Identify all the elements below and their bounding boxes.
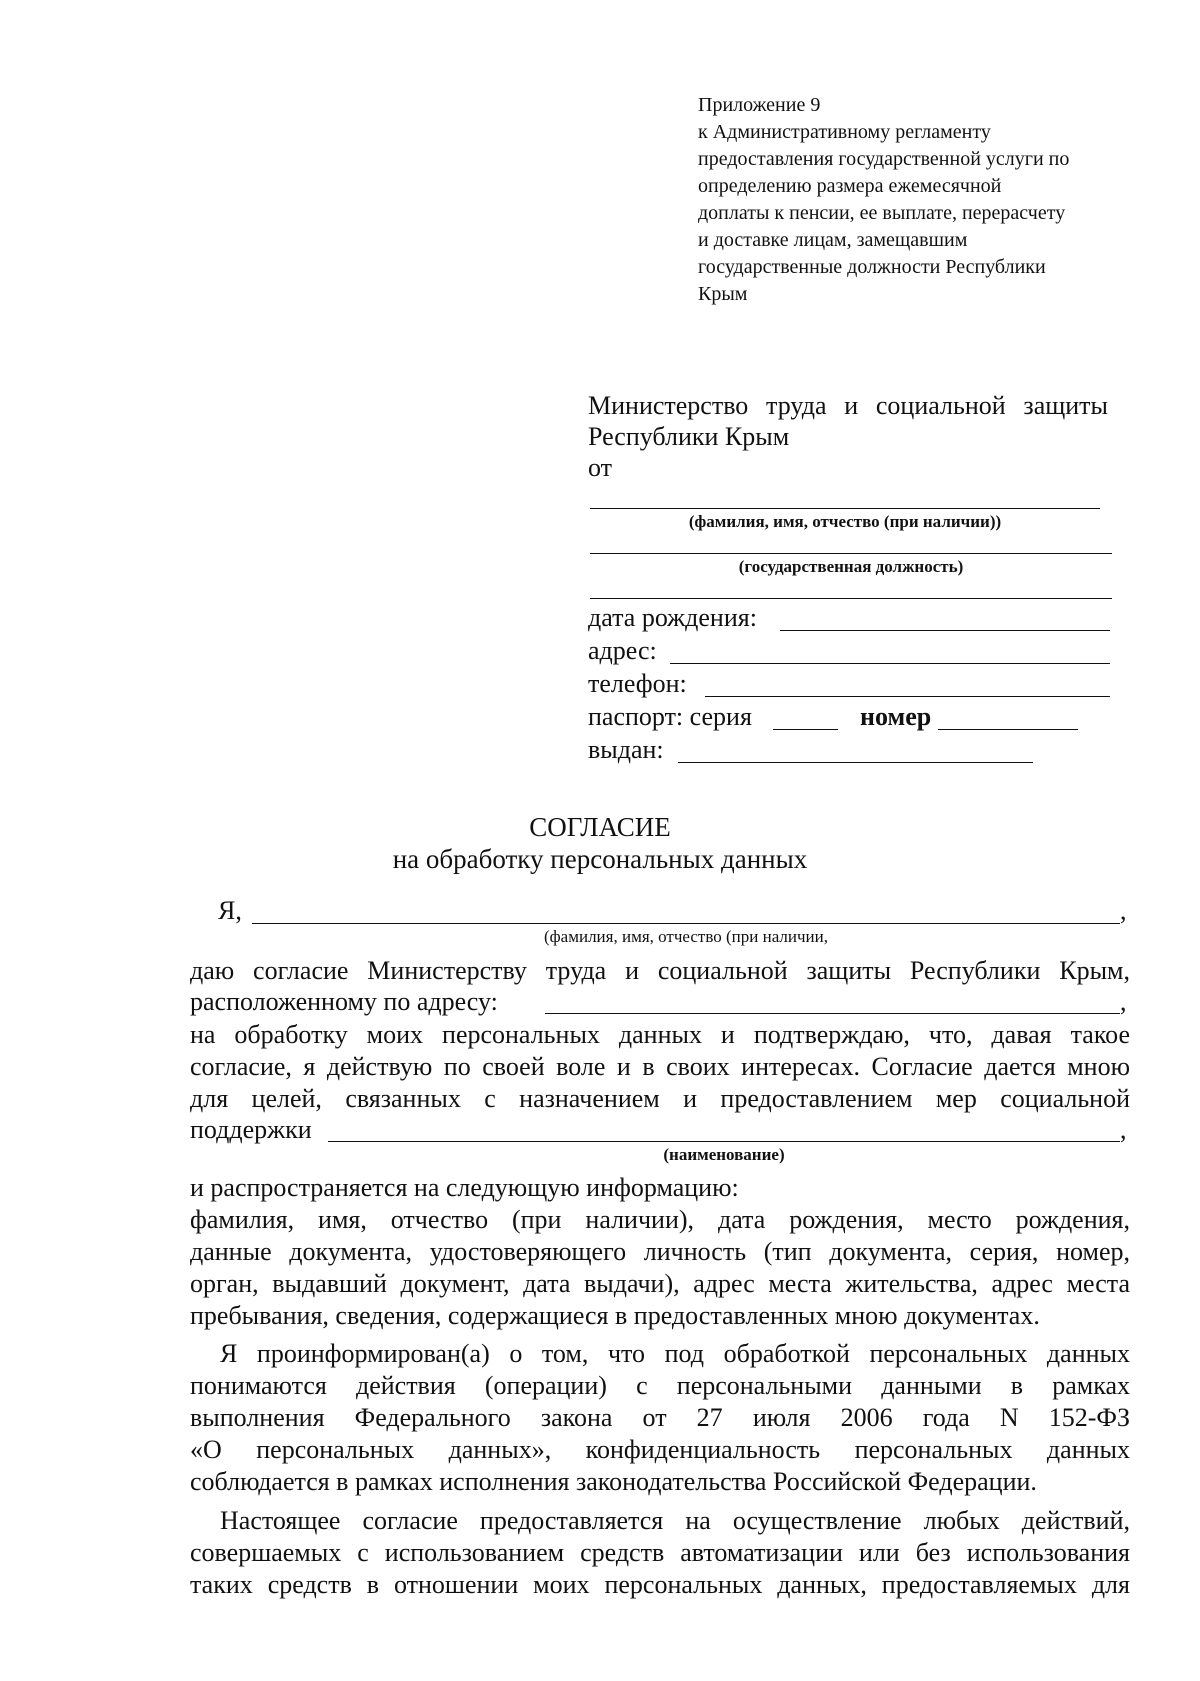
phone-line[interactable] [705, 696, 1110, 697]
declarant-fio-caption: (фамилия, имя, отчество (при наличии, [544, 927, 828, 946]
passport-number-line[interactable] [938, 729, 1078, 730]
support-name-caption: (наименование) [663, 1145, 785, 1164]
text-line: Настоящее согласие предоставляется на осуществление любых действий, [220, 1506, 1130, 1535]
document-title: СОГЛАСИЕ [529, 812, 671, 842]
text-line: «О персональных данных», конфиденциальность персональных данных [190, 1435, 1130, 1464]
annex-line: Крым [698, 283, 748, 305]
address-line[interactable] [670, 663, 1110, 664]
text-line: для целей, связанных с назначением и предоставлением мер социальной [190, 1084, 1130, 1113]
text-line: пребывания, сведения, содержащиеся в предоставленных мною документах. [190, 1301, 1040, 1330]
support-name-line[interactable] [328, 1141, 1120, 1142]
addressee-from: от [588, 453, 613, 482]
text-line: выполнения Федерального закона от 27 июля 2006 года N 152-ФЗ [190, 1403, 1130, 1432]
paragraph-3 [190, 1338, 1130, 1498]
annex-line: определению размера ежемесячной [698, 175, 1002, 197]
passport-number-label: номер [860, 702, 932, 731]
text-line: поддержки [190, 1115, 312, 1144]
text-line: и распространяется на следующую информацию: [190, 1173, 739, 1202]
text-line: согласие, я действую по своей воле и в своих интересах. Согласие дается мною [190, 1052, 1130, 1081]
birth-label: дата рождения: [588, 603, 757, 632]
address-label: адрес: [588, 636, 657, 665]
paragraph-2 [190, 1172, 1130, 1332]
document-subtitle: на обработку персональных данных [392, 844, 808, 874]
annex-line: Приложение 9 [698, 94, 821, 116]
ministry-address-line[interactable] [545, 1013, 1120, 1014]
phone-label: телефон: [588, 669, 687, 698]
comma: , [1120, 1115, 1127, 1144]
fio-caption: (фамилия, имя, отчество (при наличии)) [688, 512, 1002, 531]
issued-line[interactable] [678, 762, 1033, 763]
text-line: таких средств в отношении моих персональных данных, предоставляемых для [190, 1570, 1130, 1599]
annex-line: государственные должности Республики [698, 256, 1046, 278]
annex-line: к Административному регламенту [698, 121, 991, 143]
text-line: данные документа, удостоверяющего личность (тип документа, серия, номер, [190, 1237, 1130, 1266]
paragraph-1-cont [190, 1019, 1130, 1115]
text-line: даю согласие Министерству труда и социальной защиты Республики Крым, [190, 956, 1130, 985]
comma: , [1120, 896, 1127, 925]
addressee-line: Министерство труда и социальной защиты [588, 391, 1108, 420]
paragraph-1 [190, 955, 1130, 987]
annex-header [698, 92, 1168, 308]
text-line: соблюдается в рамках исполнения законодательства Российской Федерации. [190, 1467, 1037, 1496]
annex-line: доплаты к пенсии, ее выплате, перерасчету [698, 202, 1066, 224]
comma: , [1120, 987, 1127, 1016]
text-line: расположенному по адресу: [190, 987, 498, 1016]
text-line: на обработку моих персональных данных и подтверждаю, что, давая такое [190, 1020, 1130, 1049]
text-line: совершаемых с использованием средств автоматизации или без использования [190, 1538, 1130, 1567]
text-line: орган, выдавший документ, дата выдачи), адрес места жительства, адрес места [190, 1269, 1130, 1298]
i-label: Я, [218, 896, 242, 925]
birth-date-line[interactable] [780, 630, 1110, 631]
position-line[interactable] [590, 553, 1112, 554]
passport-series-label: паспорт: серия [588, 702, 752, 731]
fio-line[interactable] [590, 508, 1100, 509]
paragraph-4 [190, 1505, 1130, 1601]
annex-line: предоставления государственной услуги по [698, 148, 1070, 170]
issued-label: выдан: [588, 735, 664, 764]
declarant-fio-line[interactable] [252, 923, 1120, 924]
position-caption: (государственная должность) [738, 557, 964, 576]
addressee-block [588, 390, 1108, 483]
text-line: фамилия, имя, отчество (при наличии), дата рождения, место рождения, [190, 1205, 1130, 1234]
position-line-2[interactable] [590, 598, 1112, 599]
text-line: понимаются действия (операции) с персональными данными в рамках [190, 1371, 1130, 1400]
addressee-line: Республики Крым [588, 422, 790, 451]
annex-line: и доставке лицам, замещавшим [698, 229, 968, 251]
passport-series-line[interactable] [773, 729, 838, 730]
text-line: Я проинформирован(а) о том, что под обработкой персональных данных [220, 1339, 1130, 1368]
